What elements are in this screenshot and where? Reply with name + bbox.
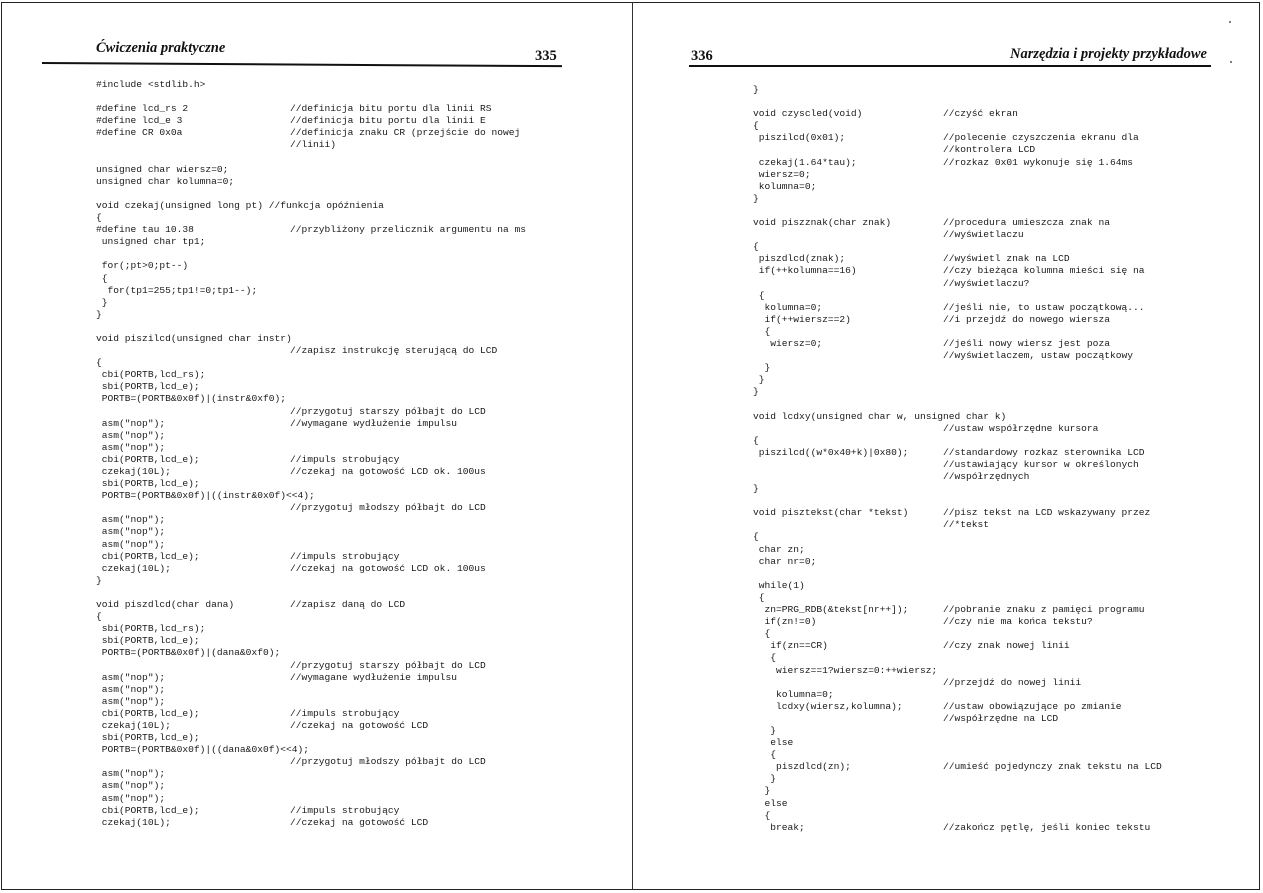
code-text: PORTB=(PORTB&0x0f)|(instr&0xf0); (96, 393, 286, 405)
code-text: { (96, 357, 102, 369)
code-line (753, 495, 1253, 507)
code-line (96, 672, 616, 684)
code-text: asm("nop"); (96, 683, 166, 695)
code-comment: //definicja bitu portu dla linii RS (290, 103, 492, 115)
code-comment: //standardowy rozkaz sterownika LCD (943, 446, 1145, 458)
left-page-number: 335 (535, 48, 557, 64)
code-text: asm("nop"); (96, 695, 166, 707)
code-text: asm("nop"); (96, 417, 166, 429)
code-line (753, 737, 1253, 749)
code-text: void lcdxy(unsigned char w, unsigned char k) (753, 410, 1007, 422)
code-text: #define lcd_rs 2 (96, 103, 189, 115)
code-line (753, 241, 1253, 253)
code-text: #define lcd_e 3 (96, 115, 183, 127)
code-text: sbi(PORTB,lcd_e); (96, 478, 200, 490)
code-line (96, 466, 616, 478)
code-text: void piszdlcd(char dana) (96, 599, 235, 611)
code-text: cbi(PORTB,lcd_e); (96, 550, 200, 562)
code-line (96, 260, 616, 272)
code-line (96, 611, 616, 623)
right-page-number: 336 (691, 48, 713, 64)
code-line (753, 205, 1253, 217)
code-text: else (753, 737, 794, 749)
code-text: PORTB=(PORTB&0x0f)|((instr&0x0f)<<4); (96, 490, 315, 502)
code-line (753, 120, 1253, 132)
code-text: sbi(PORTB,lcd_e); (96, 635, 200, 647)
code-line (753, 568, 1253, 580)
right-code-listing (753, 84, 1253, 834)
code-text: } (753, 773, 777, 785)
code-text: piszilcd((w*0x40+k)|0x80); (753, 446, 909, 458)
code-line (96, 248, 616, 260)
code-text: void pisztekst(char *tekst) (753, 507, 909, 519)
code-comment: //impuls strobujący (290, 707, 400, 719)
code-comment: //umieść pojedynczy znak tekstu na LCD (943, 761, 1162, 773)
code-comment: //ustaw współrzędne kursora (943, 422, 1099, 434)
code-text: czekaj(10L); (96, 562, 171, 574)
code-line (753, 108, 1253, 120)
code-text: czekaj(1.64*tau); (753, 156, 857, 168)
code-line (96, 236, 616, 248)
scan-speck (1229, 21, 1231, 23)
left-header-rule (42, 62, 562, 67)
code-text: if(zn!=0) (753, 616, 817, 628)
code-text: zn=PRG_RDB(&tekst[nr++]); (753, 604, 909, 616)
code-text: char nr=0; (753, 555, 817, 567)
code-line (96, 79, 616, 91)
code-text: asm("nop"); (96, 514, 166, 526)
code-comment: //zakończ pętlę, jeśli koniec tekstu (943, 821, 1151, 833)
code-text: { (753, 531, 759, 543)
scan-speck (1230, 61, 1232, 63)
code-comment: //wymagane wydłużenie impulsu (290, 671, 457, 683)
code-text: unsigned char tp1; (96, 236, 206, 248)
code-text: void czyscled(void) (753, 108, 863, 120)
code-line (753, 761, 1253, 773)
code-text: #define tau 10.38 (96, 224, 194, 236)
code-line (753, 604, 1253, 616)
code-text: } (753, 386, 759, 398)
code-comment: //wyświetlaczu (943, 229, 1024, 241)
code-line (96, 115, 616, 127)
code-line (96, 442, 616, 454)
code-text: } (96, 296, 108, 308)
code-comment: //czy bieżąca kolumna mieści się na (943, 265, 1145, 277)
code-line (96, 212, 616, 224)
code-line (753, 773, 1253, 785)
code-comment: //współrzędne na LCD (943, 712, 1059, 724)
code-line (96, 345, 616, 357)
code-line (96, 454, 616, 466)
code-line (96, 188, 616, 200)
code-line (753, 217, 1253, 229)
code-line (96, 708, 616, 720)
code-comment: //czyść ekran (943, 108, 1018, 120)
code-line (753, 447, 1253, 459)
code-comment: //przybliżony przelicznik argumentu na ms (290, 224, 527, 236)
code-line (96, 224, 616, 236)
code-line (753, 652, 1253, 664)
code-text: asm("nop"); (96, 526, 166, 538)
code-text: if(++kolumna==16) (753, 265, 857, 277)
code-text: PORTB=(PORTB&0x0f)|((dana&0x0f)<<4); (96, 744, 310, 756)
right-page (633, 3, 1261, 889)
code-text: #define CR 0x0a (96, 127, 183, 139)
code-line (96, 780, 616, 792)
code-text: czekaj(10L); (96, 466, 171, 477)
code-line (753, 483, 1253, 495)
code-text: void piszilcd(unsigned char instr) (96, 332, 292, 344)
code-comment: //kontrolera LCD (943, 144, 1036, 156)
code-comment: //polecenie czyszczenia ekranu dla (943, 132, 1139, 144)
code-line (753, 677, 1253, 689)
code-line (753, 350, 1253, 362)
code-line (96, 309, 616, 321)
code-line (753, 701, 1253, 713)
code-line (753, 144, 1253, 156)
code-text: wiersz=0; (753, 168, 811, 180)
code-text: { (753, 325, 771, 337)
code-text: { (96, 212, 102, 224)
code-text: { (753, 241, 759, 253)
code-text: cbi(PORTB,lcd_e); (96, 804, 200, 816)
code-text: { (753, 628, 771, 640)
code-line (753, 265, 1253, 277)
code-text: wiersz==1?wiersz=0:++wiersz; (753, 664, 938, 676)
code-text: { (753, 749, 777, 761)
code-comment: //wymagane wydłużenie impulsu (290, 417, 457, 429)
code-line (96, 514, 616, 526)
code-line (96, 647, 616, 659)
code-text: } (753, 374, 765, 386)
code-line (753, 398, 1253, 410)
code-text: unsigned char wiersz=0; (96, 163, 229, 175)
code-text: wiersz=0; (753, 337, 823, 349)
code-text: void piszznak(char znak) (753, 217, 892, 229)
code-comment: //wyświetl znak na LCD (943, 253, 1070, 265)
code-text: asm("nop"); (96, 429, 166, 441)
code-line (96, 418, 616, 430)
code-comment: //współrzędnych (943, 471, 1030, 482)
code-text: kolumna=0; (753, 180, 817, 192)
code-line (96, 152, 616, 164)
code-text: asm("nop"); (96, 768, 166, 780)
left-code-listing (96, 79, 616, 829)
code-comment: //przygotuj młodszy półbajt do LCD (290, 502, 486, 514)
code-text: } (96, 308, 102, 320)
code-line (96, 369, 616, 381)
code-line (753, 435, 1253, 447)
code-line (96, 164, 616, 176)
code-line (753, 362, 1253, 374)
code-text: piszdlcd(znak); (753, 253, 846, 265)
code-line (753, 785, 1253, 797)
code-line (753, 411, 1253, 423)
code-text: if(zn==CR) (753, 640, 828, 652)
code-line (96, 526, 616, 538)
code-line (96, 732, 616, 744)
code-line (96, 563, 616, 575)
code-line (753, 338, 1253, 350)
code-text: char zn; (753, 543, 805, 555)
code-text: { (753, 120, 759, 132)
code-line (96, 393, 616, 405)
code-text: } (753, 785, 771, 797)
code-text: } (753, 362, 771, 374)
code-comment: //czekaj na gotowość LCD ok. 100us (290, 562, 486, 574)
code-line (96, 502, 616, 514)
code-line (96, 660, 616, 672)
code-line (753, 84, 1253, 96)
code-line (96, 333, 616, 345)
code-line (753, 193, 1253, 205)
code-line (753, 314, 1253, 326)
code-line (96, 720, 616, 732)
code-text: asm("nop"); (96, 441, 166, 453)
code-text: piszdlcd(zn); (753, 761, 851, 773)
code-line (96, 805, 616, 817)
code-comment: //czy nie ma końca tekstu? (943, 616, 1093, 628)
code-line (753, 459, 1253, 471)
code-text: { (753, 434, 759, 446)
code-line (96, 551, 616, 563)
code-line (96, 768, 616, 780)
code-text: for(;pt>0;pt--) (96, 260, 189, 272)
code-line (753, 665, 1253, 677)
code-line (96, 635, 616, 647)
code-text: { (96, 272, 108, 284)
code-comment: //rozkaz 0x01 wykonuje się 1.64ms (943, 156, 1133, 168)
code-line (753, 798, 1253, 810)
code-line (96, 793, 616, 805)
code-line (96, 756, 616, 768)
code-text: break; (753, 821, 805, 833)
code-line (753, 181, 1253, 193)
code-line (753, 374, 1253, 386)
code-text: piszilcd(0x01); (753, 132, 846, 144)
code-text: sbi(PORTB,lcd_e); (96, 732, 200, 744)
code-comment: //przygotuj starszy półbajt do LCD (290, 659, 486, 671)
code-line (96, 490, 616, 502)
code-line (96, 623, 616, 635)
code-comment: //zapisz daną do LCD (290, 599, 406, 611)
code-comment: //definicja bitu portu dla linii E (290, 115, 486, 127)
code-comment: //ustaw obowiązujące po zmianie (943, 700, 1122, 712)
code-line (96, 696, 616, 708)
code-line (96, 91, 616, 103)
code-comment: //i przejdź do nowego wiersza (943, 313, 1110, 325)
code-comment: //linii) (290, 139, 337, 151)
code-line (753, 290, 1253, 302)
code-comment: //pobranie znaku z pamięci programu (943, 604, 1145, 616)
code-comment: //definicja znaku CR (przejście do nowej (290, 127, 521, 139)
code-line (96, 478, 616, 490)
code-comment: //czekaj na gotowość LCD (290, 719, 429, 731)
code-line (753, 326, 1253, 338)
code-text: } (753, 483, 759, 495)
code-line (753, 386, 1253, 398)
code-text: while(1) (753, 579, 805, 591)
code-line (96, 575, 616, 587)
code-line (753, 507, 1253, 519)
code-line (753, 544, 1253, 556)
code-line (96, 285, 616, 297)
code-line (753, 713, 1253, 725)
code-text: cbi(PORTB,lcd_e); (96, 453, 200, 465)
code-text: asm("nop"); (96, 671, 166, 683)
code-line (753, 531, 1253, 543)
code-line (753, 640, 1253, 652)
code-text: lcdxy(wiersz,kolumna); (753, 700, 903, 712)
code-line (753, 725, 1253, 737)
left-header-title: Ćwiczenia praktyczne (96, 40, 226, 56)
right-header-title: Narzędzia i projekty przykładowe (1010, 46, 1207, 62)
code-comment: //czy znak nowej linii (943, 640, 1070, 652)
code-text: czekaj(10L); (96, 816, 171, 828)
code-line (753, 628, 1253, 640)
code-text: cbi(PORTB,lcd_rs); (96, 369, 206, 381)
code-line (753, 556, 1253, 568)
code-line (96, 599, 616, 611)
code-text: { (753, 289, 765, 301)
code-line (96, 817, 616, 829)
code-text: if(++wiersz==2) (753, 313, 851, 325)
code-text: else (753, 797, 788, 809)
code-comment: //zapisz instrukcję sterującą do LCD (290, 345, 498, 357)
code-line (96, 684, 616, 696)
code-text: kolumna=0; (753, 301, 823, 313)
code-comment: //czekaj na gotowość LCD (290, 816, 429, 828)
code-line (753, 616, 1253, 628)
code-line (96, 321, 616, 333)
code-line (753, 96, 1253, 108)
code-line (96, 103, 616, 115)
code-text: kolumna=0; (753, 688, 834, 700)
code-comment: //ustawiający kursor w określonych (943, 458, 1139, 470)
code-text: asm("nop"); (96, 780, 166, 792)
code-text: #include <stdlib.h> (96, 79, 206, 90)
code-line (753, 689, 1253, 701)
code-text: sbi(PORTB,lcd_rs); (96, 623, 206, 635)
code-comment: //wyświetlaczem, ustaw początkowy (943, 350, 1133, 362)
code-line (753, 749, 1253, 761)
code-comment: //impuls strobujący (290, 550, 400, 562)
code-line (96, 587, 616, 599)
code-line (96, 539, 616, 551)
code-line (753, 592, 1253, 604)
code-comment: //czekaj na gotowość LCD ok. 100us (290, 466, 486, 477)
code-comment: //impuls strobujący (290, 453, 400, 465)
book-spread (1, 2, 1260, 890)
right-header-rule (689, 65, 1211, 67)
code-text: { (96, 611, 102, 623)
code-line (753, 519, 1253, 531)
code-line (96, 139, 616, 151)
code-text: PORTB=(PORTB&0x0f)|(dana&0xf0); (96, 647, 281, 659)
code-comment: //jeśli nowy wiersz jest poza (943, 337, 1110, 349)
code-text: unsigned char kolumna=0; (96, 175, 235, 187)
code-text: sbi(PORTB,lcd_e); (96, 381, 200, 393)
code-text: { (753, 809, 771, 821)
code-line (753, 278, 1253, 290)
code-comment: //procedura umieszcza znak na (943, 217, 1110, 229)
code-text: for(tp1=255;tp1!=0;tp1--); (96, 284, 258, 296)
code-text: { (753, 652, 777, 664)
code-text: czekaj(10L); (96, 719, 171, 731)
code-text: asm("nop"); (96, 538, 166, 550)
code-line (753, 580, 1253, 592)
code-text: { (753, 591, 765, 603)
code-comment: //wyświetlaczu? (943, 277, 1030, 289)
code-line (753, 157, 1253, 169)
code-line (753, 169, 1253, 181)
code-line (753, 810, 1253, 822)
code-line (96, 744, 616, 756)
code-line (753, 302, 1253, 314)
code-line (96, 273, 616, 285)
code-text: } (96, 574, 102, 586)
code-line (753, 423, 1253, 435)
code-comment: //jeśli nie, to ustaw początkową... (943, 301, 1145, 313)
code-comment: //przejdź do nowej linii (943, 676, 1082, 688)
code-line (96, 430, 616, 442)
code-comment: //impuls strobujący (290, 804, 400, 816)
code-line (753, 132, 1253, 144)
code-line (753, 253, 1253, 265)
code-line (96, 200, 616, 212)
left-page (2, 3, 632, 889)
code-line (96, 127, 616, 139)
code-line (753, 822, 1253, 834)
code-text: } (753, 84, 759, 95)
code-line (96, 381, 616, 393)
code-line (96, 406, 616, 418)
code-line (96, 176, 616, 188)
code-comment: //przygotuj młodszy półbajt do LCD (290, 756, 486, 768)
code-line (753, 229, 1253, 241)
code-text: void czekaj(unsigned long pt) //funkcja opóźnienia (96, 199, 384, 211)
code-text: asm("nop"); (96, 792, 166, 804)
code-text: cbi(PORTB,lcd_e); (96, 707, 200, 719)
code-comment: //przygotuj starszy półbajt do LCD (290, 405, 486, 417)
code-line (96, 357, 616, 369)
code-comment: //pisz tekst na LCD wskazywany przez (943, 507, 1151, 519)
code-text: } (753, 724, 777, 736)
code-text: } (753, 192, 759, 204)
code-line (753, 471, 1253, 483)
code-comment: //*tekst (943, 519, 990, 531)
code-line (96, 297, 616, 309)
